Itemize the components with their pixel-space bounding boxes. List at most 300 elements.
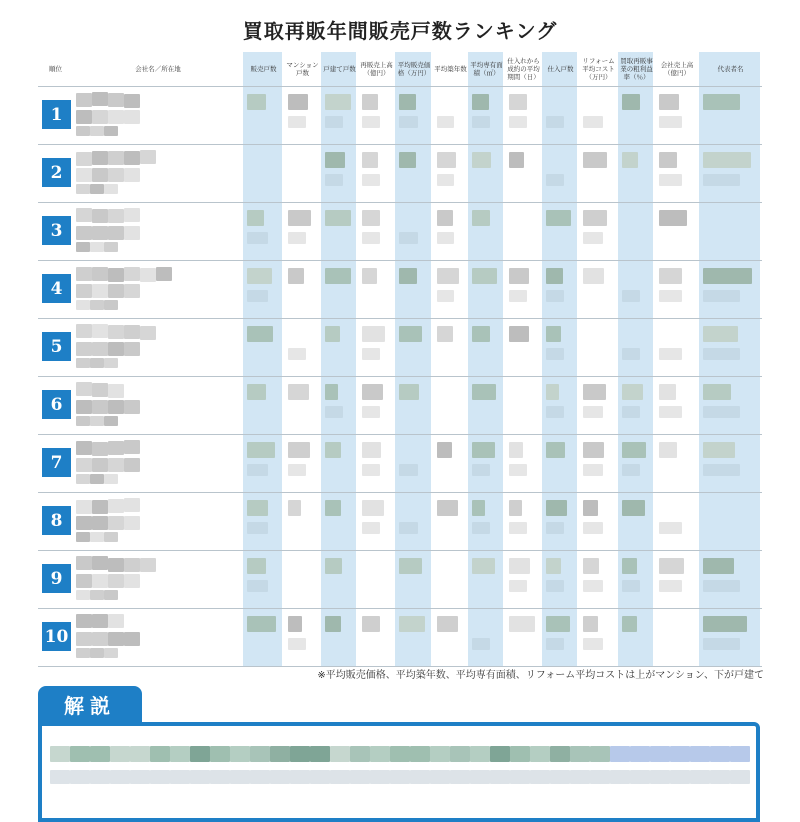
mosaic-block bbox=[124, 94, 140, 108]
mosaic-block bbox=[622, 558, 637, 574]
mosaic-block bbox=[399, 152, 416, 168]
mosaic-block bbox=[583, 152, 607, 168]
mosaic-block bbox=[509, 326, 529, 342]
mosaic-block bbox=[390, 746, 410, 762]
mosaic-block bbox=[104, 416, 118, 426]
mosaic-block bbox=[630, 770, 650, 784]
rank-badge: 2 bbox=[42, 158, 71, 187]
page-title: 買取再販年間販売戸数ランキング bbox=[242, 19, 558, 43]
mosaic-block bbox=[76, 342, 92, 356]
mosaic-block bbox=[622, 406, 640, 418]
mosaic-block bbox=[583, 558, 599, 574]
mosaic-block bbox=[130, 770, 150, 784]
mosaic-block bbox=[583, 500, 598, 516]
mosaic-block bbox=[362, 442, 381, 458]
mosaic-block bbox=[310, 770, 330, 784]
mosaic-block bbox=[76, 632, 92, 646]
mosaic-block bbox=[270, 770, 290, 784]
mosaic-block bbox=[450, 746, 470, 762]
mosaic-block bbox=[509, 616, 535, 632]
rank-badge: 7 bbox=[42, 448, 71, 477]
mosaic-block bbox=[472, 464, 490, 476]
mosaic-block bbox=[546, 580, 564, 592]
mosaic-block bbox=[370, 770, 390, 784]
mosaic-block bbox=[104, 242, 118, 252]
mosaic-block bbox=[90, 532, 104, 542]
mosaic-block bbox=[670, 770, 690, 784]
mosaic-block bbox=[108, 209, 124, 223]
mosaic-block bbox=[92, 226, 108, 240]
mosaic-block bbox=[108, 110, 124, 124]
mosaic-block bbox=[247, 616, 276, 632]
mosaic-block bbox=[550, 770, 570, 784]
mosaic-block bbox=[550, 746, 570, 762]
mosaic-block bbox=[50, 770, 70, 784]
mosaic-block bbox=[92, 151, 108, 165]
mosaic-block bbox=[546, 616, 570, 632]
mosaic-block bbox=[76, 516, 92, 530]
mosaic-block bbox=[130, 746, 150, 762]
mosaic-block bbox=[399, 558, 422, 574]
mosaic-block bbox=[124, 458, 140, 472]
mosaic-block bbox=[583, 210, 607, 226]
mosaic-block bbox=[583, 464, 603, 476]
mosaic-block bbox=[509, 290, 527, 302]
mosaic-block bbox=[76, 242, 90, 252]
mosaic-block bbox=[703, 268, 752, 284]
mosaic-block bbox=[659, 210, 687, 226]
mosaic-block bbox=[230, 770, 250, 784]
mosaic-block bbox=[110, 746, 130, 762]
mosaic-block bbox=[490, 746, 510, 762]
mosaic-block bbox=[288, 348, 306, 360]
column-header: 再販売上高（億円） bbox=[360, 61, 393, 77]
row-divider bbox=[38, 550, 762, 551]
mosaic-block bbox=[399, 616, 425, 632]
mosaic-block bbox=[150, 770, 170, 784]
mosaic-block bbox=[362, 174, 380, 186]
mosaic-block bbox=[362, 348, 380, 360]
mosaic-block bbox=[108, 226, 124, 240]
mosaic-block bbox=[546, 268, 563, 284]
mosaic-block bbox=[76, 184, 90, 194]
mosaic-block bbox=[92, 209, 108, 223]
mosaic-block bbox=[108, 441, 124, 455]
mosaic-block bbox=[583, 232, 603, 244]
mosaic-block bbox=[124, 267, 140, 281]
mosaic-block bbox=[472, 558, 495, 574]
mosaic-block bbox=[546, 384, 559, 400]
mosaic-block bbox=[437, 268, 459, 284]
mosaic-block bbox=[659, 152, 677, 168]
mosaic-block bbox=[437, 442, 452, 458]
mosaic-block bbox=[437, 174, 454, 186]
mosaic-block bbox=[325, 268, 351, 284]
mosaic-block bbox=[325, 174, 343, 186]
mosaic-block bbox=[76, 400, 92, 414]
mosaic-block bbox=[124, 632, 140, 646]
mosaic-block bbox=[247, 580, 268, 592]
mosaic-block bbox=[509, 558, 530, 574]
mosaic-block bbox=[90, 648, 104, 658]
mosaic-block bbox=[410, 770, 430, 784]
row-divider bbox=[38, 434, 762, 435]
mosaic-block bbox=[362, 268, 377, 284]
column-header: 平均専有面積（㎡） bbox=[470, 61, 503, 77]
mosaic-block bbox=[108, 516, 124, 530]
mosaic-block bbox=[659, 94, 679, 110]
mosaic-block bbox=[583, 116, 603, 128]
mosaic-block bbox=[290, 770, 310, 784]
mosaic-block bbox=[247, 268, 272, 284]
mosaic-block bbox=[622, 94, 640, 110]
mosaic-block bbox=[288, 268, 304, 284]
commentary-tab: 解説 bbox=[38, 686, 142, 722]
mosaic-block bbox=[288, 442, 310, 458]
mosaic-block bbox=[108, 632, 124, 646]
mosaic-block bbox=[50, 746, 70, 762]
mosaic-block bbox=[104, 126, 118, 136]
mosaic-block bbox=[92, 458, 108, 472]
mosaic-block bbox=[92, 168, 108, 182]
mosaic-block bbox=[76, 226, 92, 240]
mosaic-block bbox=[247, 464, 268, 476]
mosaic-block bbox=[546, 348, 564, 360]
mosaic-block bbox=[76, 126, 90, 136]
mosaic-block bbox=[92, 284, 108, 298]
row-divider bbox=[38, 144, 762, 145]
mosaic-block bbox=[108, 268, 124, 282]
mosaic-block bbox=[247, 500, 268, 516]
rank-badge: 4 bbox=[42, 274, 71, 303]
mosaic-block bbox=[399, 384, 419, 400]
mosaic-block bbox=[76, 416, 90, 426]
column-header: 代表者名 bbox=[717, 65, 744, 73]
mosaic-block bbox=[437, 326, 453, 342]
mosaic-block bbox=[288, 464, 306, 476]
mosaic-block bbox=[104, 474, 118, 484]
column-header: 戸建て戸数 bbox=[323, 65, 356, 73]
mosaic-block bbox=[230, 746, 250, 762]
mosaic-block bbox=[362, 464, 380, 476]
mosaic-block bbox=[546, 638, 564, 650]
mosaic-block bbox=[76, 574, 92, 588]
rank-badge: 6 bbox=[42, 390, 71, 419]
mosaic-block bbox=[622, 616, 637, 632]
mosaic-block bbox=[76, 500, 92, 514]
row-divider bbox=[38, 260, 762, 261]
mosaic-block bbox=[124, 516, 140, 530]
mosaic-block bbox=[583, 616, 598, 632]
mosaic-block bbox=[659, 348, 682, 360]
mosaic-block bbox=[325, 558, 342, 574]
mosaic-block bbox=[247, 558, 266, 574]
mosaic-block bbox=[362, 152, 378, 168]
mosaic-block bbox=[703, 290, 740, 302]
column-header: 平均販売価格（万円） bbox=[397, 61, 431, 77]
mosaic-block bbox=[472, 442, 495, 458]
mosaic-block bbox=[546, 442, 565, 458]
mosaic-block bbox=[76, 532, 90, 542]
mosaic-block bbox=[108, 93, 124, 107]
mosaic-block bbox=[659, 522, 682, 534]
mosaic-block bbox=[370, 746, 390, 762]
mosaic-block bbox=[583, 268, 604, 284]
mosaic-block bbox=[472, 152, 491, 168]
rank-badge: 9 bbox=[42, 564, 71, 593]
mosaic-block bbox=[325, 406, 343, 418]
mosaic-block bbox=[399, 116, 418, 128]
mosaic-block bbox=[92, 324, 108, 338]
mosaic-block bbox=[76, 110, 92, 124]
mosaic-block bbox=[659, 116, 682, 128]
mosaic-block bbox=[325, 116, 343, 128]
mosaic-block bbox=[210, 770, 230, 784]
mosaic-block bbox=[583, 406, 603, 418]
mosaic-block bbox=[703, 152, 751, 168]
mosaic-block bbox=[730, 746, 750, 762]
mosaic-block bbox=[76, 474, 90, 484]
mosaic-block bbox=[124, 151, 140, 165]
mosaic-block bbox=[703, 464, 740, 476]
mosaic-block bbox=[710, 770, 730, 784]
column-header: 仕入戸数 bbox=[547, 65, 574, 73]
mosaic-block bbox=[76, 284, 92, 298]
mosaic-block bbox=[472, 268, 497, 284]
mosaic-block bbox=[90, 242, 104, 252]
mosaic-block bbox=[325, 384, 338, 400]
mosaic-block bbox=[108, 384, 124, 398]
mosaic-block bbox=[124, 325, 140, 339]
mosaic-block bbox=[350, 746, 370, 762]
mosaic-block bbox=[546, 326, 561, 342]
mosaic-block bbox=[76, 441, 92, 455]
mosaic-block bbox=[76, 648, 90, 658]
mosaic-block bbox=[546, 522, 564, 534]
mosaic-block bbox=[108, 400, 124, 414]
mosaic-block bbox=[190, 746, 210, 762]
mosaic-block bbox=[325, 442, 341, 458]
mosaic-block bbox=[288, 94, 308, 110]
mosaic-block bbox=[362, 232, 380, 244]
mosaic-block bbox=[622, 442, 646, 458]
mosaic-block bbox=[622, 152, 638, 168]
mosaic-block bbox=[362, 326, 385, 342]
mosaic-block bbox=[470, 746, 490, 762]
commentary-box bbox=[38, 722, 760, 822]
mosaic-block bbox=[703, 174, 740, 186]
mosaic-block bbox=[430, 770, 450, 784]
mosaic-block bbox=[690, 746, 710, 762]
column-header: 平均築年数 bbox=[434, 65, 467, 73]
mosaic-block bbox=[247, 326, 273, 342]
mosaic-block bbox=[509, 500, 522, 516]
mosaic-block bbox=[104, 184, 118, 194]
mosaic-block bbox=[156, 267, 172, 281]
column-header: 販売戸数 bbox=[250, 65, 277, 73]
mosaic-block bbox=[92, 556, 108, 570]
mosaic-block bbox=[546, 290, 564, 302]
mosaic-block bbox=[703, 384, 731, 400]
mosaic-block bbox=[650, 770, 670, 784]
column-header: 買取再販事業の粗利益率（％） bbox=[620, 57, 653, 81]
mosaic-block bbox=[509, 442, 523, 458]
mosaic-block bbox=[124, 284, 140, 298]
mosaic-block bbox=[659, 442, 677, 458]
mosaic-block bbox=[288, 116, 306, 128]
column-header: 会社名／所在地 bbox=[135, 65, 181, 73]
mosaic-block bbox=[399, 522, 418, 534]
mosaic-block bbox=[703, 616, 747, 632]
rank-badge: 5 bbox=[42, 332, 71, 361]
mosaic-block bbox=[330, 770, 350, 784]
row-divider bbox=[38, 376, 762, 377]
mosaic-block bbox=[472, 116, 490, 128]
mosaic-block bbox=[622, 580, 640, 592]
mosaic-block bbox=[450, 770, 470, 784]
mosaic-block bbox=[90, 770, 110, 784]
mosaic-block bbox=[290, 746, 310, 762]
ranking-table bbox=[38, 52, 762, 662]
mosaic-block bbox=[104, 300, 118, 310]
mosaic-block bbox=[703, 326, 738, 342]
mosaic-block bbox=[509, 94, 527, 110]
mosaic-block bbox=[92, 342, 108, 356]
mosaic-block bbox=[108, 558, 124, 572]
mosaic-block bbox=[610, 746, 630, 762]
row-divider bbox=[38, 86, 762, 87]
mosaic-block bbox=[250, 770, 270, 784]
mosaic-block bbox=[399, 464, 418, 476]
mosaic-block bbox=[659, 580, 682, 592]
mosaic-block bbox=[590, 746, 610, 762]
mosaic-block bbox=[140, 326, 156, 340]
mosaic-block bbox=[90, 184, 104, 194]
mosaic-block bbox=[92, 614, 108, 628]
mosaic-block bbox=[509, 522, 527, 534]
mosaic-block bbox=[104, 648, 118, 658]
mosaic-block bbox=[247, 232, 268, 244]
row-divider bbox=[38, 608, 762, 609]
mosaic-block bbox=[710, 746, 730, 762]
mosaic-block bbox=[659, 290, 682, 302]
mosaic-block bbox=[90, 746, 110, 762]
mosaic-block bbox=[546, 116, 564, 128]
mosaic-block bbox=[583, 522, 603, 534]
mosaic-block bbox=[472, 94, 489, 110]
mosaic-block bbox=[437, 232, 454, 244]
mosaic-block bbox=[90, 358, 104, 368]
mosaic-block bbox=[270, 746, 290, 762]
mosaic-block bbox=[530, 746, 550, 762]
mosaic-block bbox=[437, 500, 458, 516]
mosaic-block bbox=[250, 746, 270, 762]
mosaic-block bbox=[362, 522, 380, 534]
mosaic-block bbox=[76, 590, 90, 600]
mosaic-block bbox=[325, 94, 351, 110]
mosaic-block bbox=[703, 580, 740, 592]
mosaic-block bbox=[124, 110, 140, 124]
mosaic-block bbox=[362, 210, 380, 226]
mosaic-block bbox=[108, 574, 124, 588]
mosaic-block bbox=[76, 614, 92, 628]
mosaic-block bbox=[490, 770, 510, 784]
mosaic-block bbox=[583, 442, 604, 458]
mosaic-block bbox=[583, 384, 606, 400]
mosaic-block bbox=[399, 326, 422, 342]
mosaic-block bbox=[90, 590, 104, 600]
mosaic-block bbox=[124, 574, 140, 588]
mosaic-block bbox=[509, 464, 527, 476]
mosaic-block bbox=[76, 556, 92, 570]
mosaic-block bbox=[583, 638, 603, 650]
mosaic-block bbox=[108, 325, 124, 339]
mosaic-block bbox=[247, 290, 268, 302]
mosaic-block bbox=[76, 300, 90, 310]
mosaic-block bbox=[546, 500, 567, 516]
column-header: リフォーム平均コスト（万円） bbox=[582, 57, 615, 81]
mosaic-block bbox=[703, 638, 740, 650]
mosaic-block bbox=[70, 746, 90, 762]
mosaic-block bbox=[650, 746, 670, 762]
mosaic-block bbox=[622, 500, 645, 516]
mosaic-block bbox=[140, 268, 156, 282]
mosaic-block bbox=[76, 152, 92, 166]
row-divider bbox=[38, 202, 762, 203]
mosaic-block bbox=[124, 558, 140, 572]
mosaic-block bbox=[247, 94, 266, 110]
mosaic-block bbox=[247, 384, 266, 400]
mosaic-block bbox=[104, 590, 118, 600]
mosaic-block bbox=[124, 168, 140, 182]
mosaic-block bbox=[76, 324, 92, 338]
mosaic-block bbox=[622, 384, 643, 400]
rank-badge: 10 bbox=[42, 622, 71, 651]
mosaic-block bbox=[546, 174, 564, 186]
mosaic-block bbox=[92, 267, 108, 281]
mosaic-block bbox=[330, 746, 350, 762]
mosaic-block bbox=[659, 406, 682, 418]
mosaic-block bbox=[76, 358, 90, 368]
mosaic-block bbox=[703, 406, 740, 418]
mosaic-block bbox=[437, 116, 454, 128]
mosaic-block bbox=[92, 500, 108, 514]
mosaic-block bbox=[472, 384, 496, 400]
mosaic-block bbox=[325, 326, 340, 342]
mosaic-block bbox=[472, 210, 490, 226]
mosaic-block bbox=[140, 150, 156, 164]
mosaic-block bbox=[108, 614, 124, 628]
mosaic-block bbox=[510, 770, 530, 784]
mosaic-block bbox=[583, 580, 603, 592]
mosaic-block bbox=[124, 342, 140, 356]
mosaic-block bbox=[590, 770, 610, 784]
mosaic-block bbox=[124, 498, 140, 512]
mosaic-block bbox=[150, 746, 170, 762]
mosaic-block bbox=[288, 616, 302, 632]
row-divider bbox=[38, 492, 762, 493]
mosaic-block bbox=[509, 580, 527, 592]
mosaic-block bbox=[362, 116, 380, 128]
mosaic-block bbox=[247, 522, 268, 534]
mosaic-block bbox=[288, 210, 311, 226]
mosaic-block bbox=[108, 284, 124, 298]
mosaic-block bbox=[350, 770, 370, 784]
mosaic-block bbox=[399, 232, 418, 244]
mosaic-block bbox=[92, 383, 108, 397]
mosaic-block bbox=[247, 442, 275, 458]
mosaic-block bbox=[622, 290, 640, 302]
